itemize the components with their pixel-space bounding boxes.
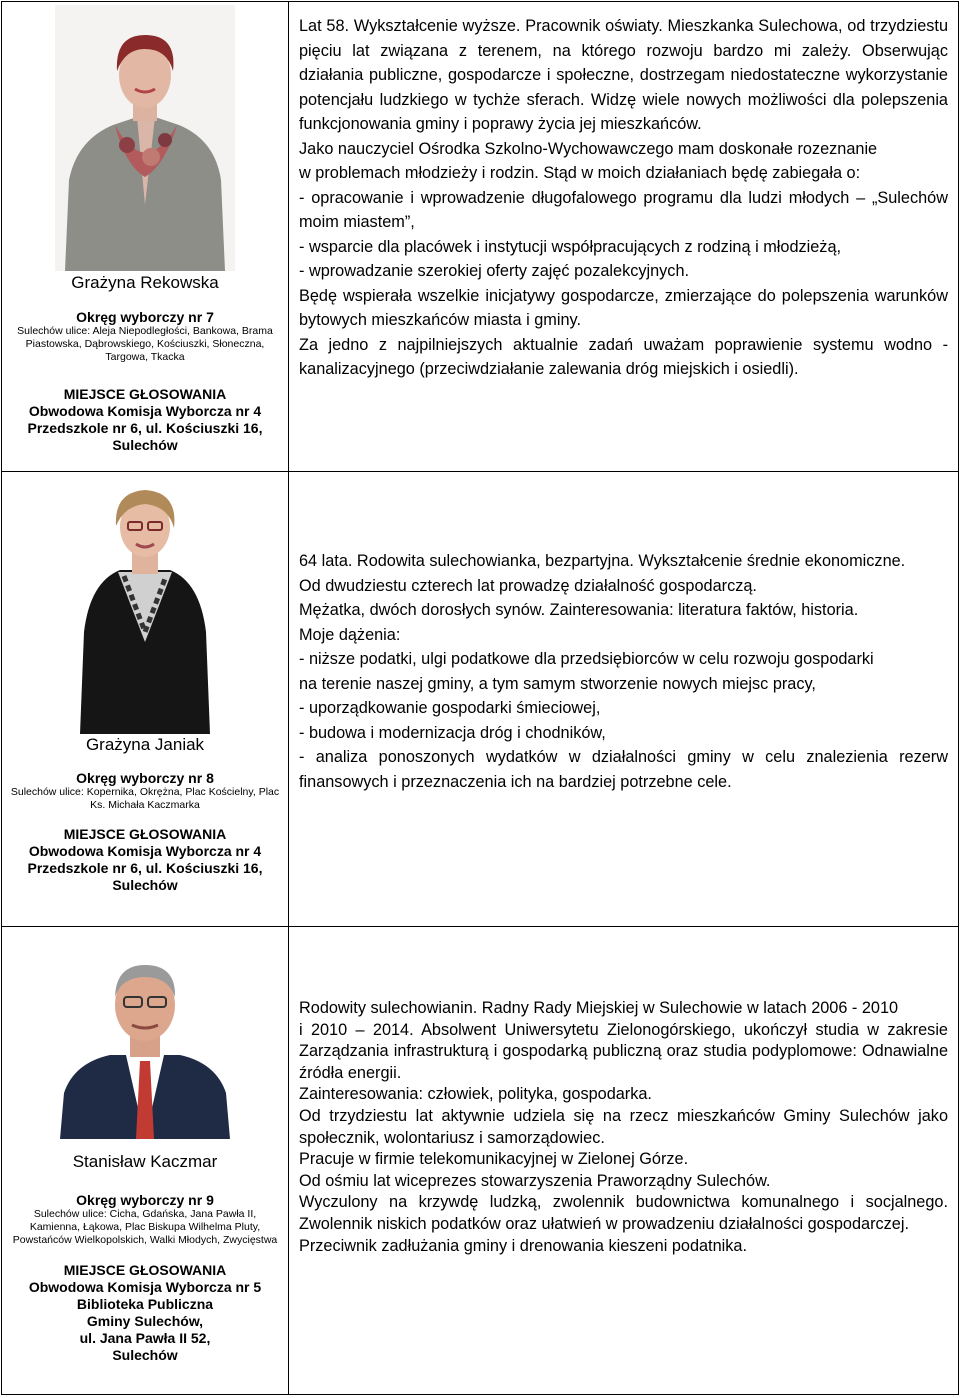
bio-paragraph: Za jedno z najpilniejszych aktualnie zadań uważam poprawienie systemu wodno - kanalizacyjnego (przeciwdziałanie zalewania dróg miejskich i osiedli). xyxy=(299,335,948,378)
candidates-table xyxy=(1,1,959,1395)
candidate-3-info xyxy=(2,927,289,1395)
bio-paragraph: Będę wspierała wszelkie inicjatywy gospodarcze, zmierzające do polepszenia warunków bytowych mieszkańców miasta i gminy. xyxy=(299,286,948,329)
bio-paragraph: - wprowadzanie szerokiej oferty zajęć pozalekcyjnych. xyxy=(299,262,690,280)
bio-paragraph: Od dwudziestu czterech lat prowadzę działalność gospodarczą. xyxy=(299,576,757,595)
candidate-1-info xyxy=(2,2,289,472)
bio-paragraph: Pracuje w firmie telekomunikacyjnej w Zielonej Górze. xyxy=(299,1150,689,1169)
district-streets: Sulechów ulice: Cicha, Gdańska, Jana Pawła II, Kamienna, Łąkowa, Plac Biskupa Wilhelma Pluty, Powstańców Wielkopolskich, Walki Młodych, Zwycięstwa xyxy=(12,1208,278,1246)
candidate-1-bio xyxy=(289,2,959,472)
bio-paragraph: Zainteresowania: człowiek, polityka, gospodarka. xyxy=(299,1085,652,1104)
electoral-district: Okręg wyborczy nr 8 xyxy=(76,770,214,786)
candidate-2-info xyxy=(2,472,289,927)
candidate-2-photo xyxy=(60,472,230,734)
electoral-commission: Obwodowa Komisja Wyborcza nr 4 xyxy=(28,403,262,419)
bio-paragraph: - budowa i modernizacja dróg i chodników, xyxy=(299,723,606,742)
voting-address-line: Gminy Sulechów, xyxy=(86,1313,204,1329)
candidate-1-photo xyxy=(55,5,235,271)
candidate-3-bio xyxy=(289,927,959,1395)
bio-paragraph: - opracowanie i wprowadzenie długofalowego programu dla ludzi młodych – „Sulechów moim miastem”, xyxy=(299,188,948,231)
bio-paragraph: - niższe podatki, ulgi podatkowe dla przedsiębiorców w celu rozwoju gospodarki xyxy=(299,650,874,668)
bio-paragraph: - uporządkowanie gospodarki śmieciowej, xyxy=(299,699,601,717)
bio-paragraph: - analiza ponoszonych wydatków w działalności gminy w celu znalezienia rezerw finansowych i przeznaczenia ich na bardziej potrzebne cele. xyxy=(299,748,948,791)
voting-address-line: Przedszkole nr 6, ul. Kościuszki 16, xyxy=(27,860,263,876)
candidate-row-1 xyxy=(2,2,959,472)
voting-address-line: Sulechów xyxy=(112,437,178,453)
voting-address-line: Biblioteka Publiczna xyxy=(76,1296,214,1312)
bio-paragraph: Wyczulony na krzywdę ludzką, zwolennik budownictwa komunalnego i socjalnego. Zwolennik niskich podatków oraz ułatwień w prowadzeniu działalności gospodarczej. xyxy=(299,1193,948,1233)
voting-place-title: MIEJSCE GŁOSOWANIA xyxy=(63,1262,227,1278)
bio-paragraph: Od trzydziestu lat aktywnie udziela się na rzecz mieszkańców Gminy Sulechów jako społecznik, wolontariusz i samorządowiec. xyxy=(299,1106,948,1147)
district-streets: Sulechów ulice: Kopernika, Okrężna, Plac Kościelny, Plac Ks. Michała Kaczmarka xyxy=(10,786,280,811)
electoral-district: Okręg wyborczy nr 7 xyxy=(76,309,214,325)
candidate-row-3 xyxy=(2,927,959,1395)
voting-place-title: MIEJSCE GŁOSOWANIA xyxy=(63,826,227,842)
bio-paragraph: 64 lata. Rodowita sulechowianka, bezpartyjna. Wykształcenie średnie ekonomiczne. xyxy=(299,552,906,570)
electoral-commission: Obwodowa Komisja Wyborcza nr 4 xyxy=(28,843,262,859)
bio-paragraph: i 2010 – 2014. Absolwent Uniwersytetu Zielonogórskiego, ukończył studia w zakresie Zarządzania infrastrukturą i gospodarką publiczną oraz studia podyplomowe: Odnawialne źródła energii. xyxy=(299,1020,948,1082)
candidate-name: Stanisław Kaczmar xyxy=(72,1152,218,1171)
bio-paragraph: Jako nauczyciel Ośrodka Szkolno-Wychowawczego mam doskonałe rozeznanie xyxy=(299,139,878,158)
electoral-district: Okręg wyborczy nr 9 xyxy=(76,1192,214,1208)
voting-address-line: Przedszkole nr 6, ul. Kościuszki 16, xyxy=(27,420,263,436)
candidate-row-2 xyxy=(2,472,959,927)
bio-paragraph: Przeciwnik zadłużania gminy i drenowania kieszeni podatnika. xyxy=(299,1236,747,1255)
bio-paragraph: Mężatka, dwóch dorosłych synów. Zainteresowania: literatura faktów, historia. xyxy=(299,601,859,619)
bio-paragraph: w problemach młodzieży i rodzin. Stąd w moich działaniach będę zabiegała o: xyxy=(299,164,861,182)
bio-paragraph: Moje dążenia: xyxy=(299,625,401,644)
bio-paragraph: na terenie naszej gminy, a tym samym stworzenie nowych miejsc pracy, xyxy=(299,674,816,693)
bio-paragraph: Rodowity sulechowianin. Radny Rady Miejskiej w Sulechowie w latach 2006 - 2010 xyxy=(299,999,899,1017)
candidate-3-photo xyxy=(60,943,230,1139)
candidate-name: Grażyna Janiak xyxy=(85,735,205,754)
bio-paragraph: - wsparcie dla placówek i instytucji współpracujących z rodziną i młodzieżą, xyxy=(299,237,842,256)
candidate-2-bio xyxy=(289,472,959,927)
voting-place-title: MIEJSCE GŁOSOWANIA xyxy=(63,386,227,402)
voting-address-line: ul. Jana Pawła II 52, xyxy=(79,1330,211,1346)
candidate-name: Grażyna Rekowska xyxy=(71,273,219,292)
bio-paragraph: Od ośmiu lat wiceprezes stowarzyszenia Praworządny Sulechów. xyxy=(299,1171,771,1190)
voting-address-line: Sulechów xyxy=(112,877,178,893)
electoral-commission: Obwodowa Komisja Wyborcza nr 5 xyxy=(28,1279,262,1295)
bio-paragraph: Lat 58. Wykształcenie wyższe. Pracownik oświaty. Mieszkanka Sulechowa, od trzydziestu pięciu lat związana z terenem, na którego rozwoju bardzo mi zależy. Obserwując działania publiczne, gospodarcze i społeczne, dostrzegam niedostateczne wykorzystanie potencjału ludzkiego w tychże sferach. Widzę wiele nowych możliwości dla polepszenia funkcjonowania gminy i poprawy życia jej mieszkańców. xyxy=(299,17,948,133)
voting-address-line: Sulechów xyxy=(112,1347,178,1363)
district-streets: Sulechów ulice: Aleja Niepodległości, Bankowa, Brama Piastowska, Dąbrowskiego, Kościuszki, Słoneczna, Targowa, Tkacka xyxy=(17,325,273,363)
